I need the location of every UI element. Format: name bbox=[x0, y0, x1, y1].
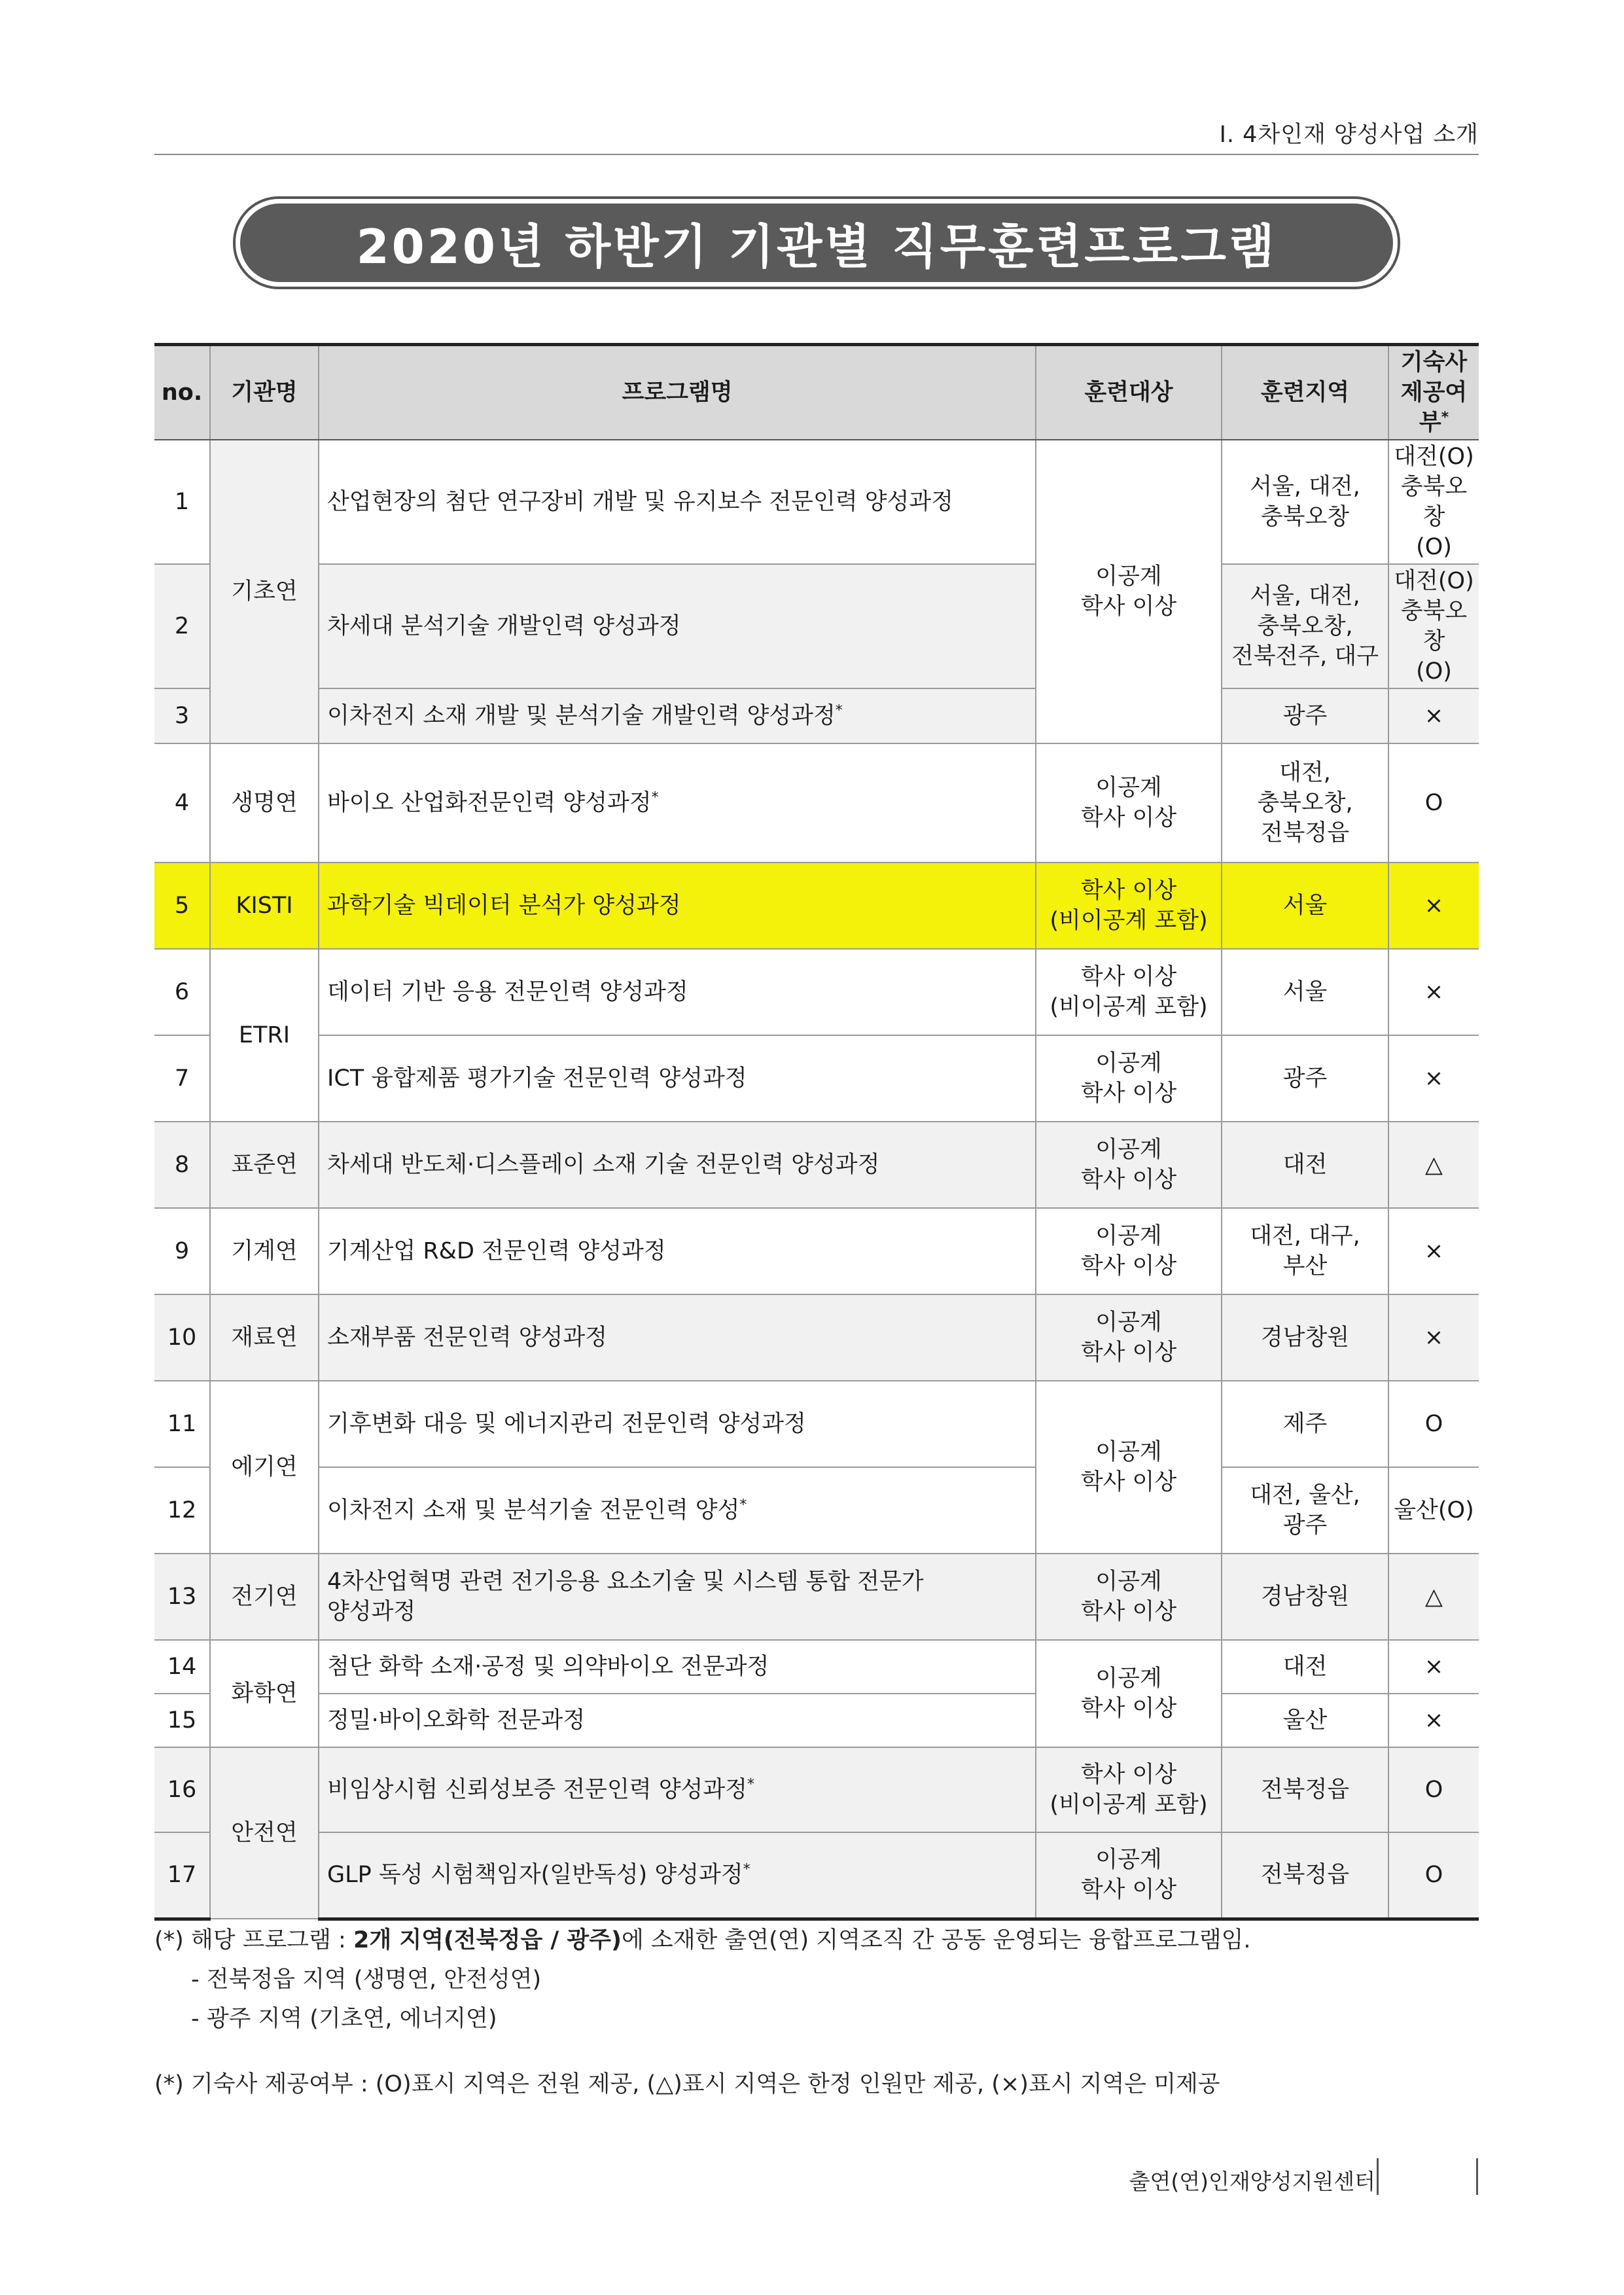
cell-region: 대전, 대구, 부산 bbox=[1222, 1208, 1388, 1294]
cell-no: 17 bbox=[154, 1832, 210, 1919]
cell-dorm: × bbox=[1388, 863, 1479, 949]
cell-region: 전북정읍 bbox=[1222, 1747, 1388, 1832]
cell-target: 이공계 학사 이상 bbox=[1036, 743, 1222, 863]
program-name: 이차전지 소재 개발 및 분석기술 개발인력 양성과정 bbox=[327, 703, 836, 729]
cell-target: 이공계 학사 이상 bbox=[1036, 1554, 1222, 1640]
cell-region: 서울 bbox=[1222, 863, 1388, 949]
cell-no: 8 bbox=[154, 1122, 210, 1208]
cell-target: 학사 이상 (비이공계 포함) bbox=[1036, 1747, 1222, 1832]
program-name: 소재부품 전문인력 양성과정 bbox=[327, 1325, 607, 1351]
program-name: GLP 독성 시험책임자(일반독성) 양성과정 bbox=[327, 1862, 743, 1889]
cell-target: 이공계 학사 이상 bbox=[1036, 1294, 1222, 1381]
cell-no: 1 bbox=[154, 440, 210, 564]
cell-program bbox=[319, 1467, 1036, 1554]
footer-divider bbox=[1377, 2158, 1379, 2195]
cell-program bbox=[319, 743, 1036, 863]
header-org: 기관명 bbox=[210, 345, 319, 440]
table-row bbox=[154, 1208, 1479, 1294]
program-name: 비임상시험 신뢰성보증 전문인력 양성과정 bbox=[327, 1777, 747, 1803]
cell-dorm: 울산(O) bbox=[1388, 1467, 1479, 1554]
cell-region: 전북정읍 bbox=[1222, 1832, 1388, 1919]
cell-org: 기초연 bbox=[210, 440, 319, 743]
table-row bbox=[154, 949, 1479, 1035]
cell-region: 경남창원 bbox=[1222, 1554, 1388, 1640]
cell-region: 대전, 울산, 광주 bbox=[1222, 1467, 1388, 1554]
table-row bbox=[154, 1467, 1479, 1554]
cell-target: 이공계 학사 이상 bbox=[1036, 1122, 1222, 1208]
cell-no: 13 bbox=[154, 1554, 210, 1640]
program-name: 4차산업혁명 관련 전기응용 요소기술 및 시스템 통합 전문가 양성과정 bbox=[327, 1569, 924, 1625]
cell-program bbox=[319, 1832, 1036, 1919]
cell-program bbox=[319, 1122, 1036, 1208]
footer-divider bbox=[1476, 2158, 1478, 2195]
table-row-highlighted bbox=[154, 863, 1479, 949]
program-name: 기계산업 R&D 전문인력 양성과정 bbox=[327, 1238, 666, 1264]
cell-no: 12 bbox=[154, 1467, 210, 1554]
table-header-row bbox=[154, 345, 1479, 440]
cell-no: 10 bbox=[154, 1294, 210, 1381]
cell-dorm: × bbox=[1388, 949, 1479, 1035]
program-name: 차세대 분석기술 개발인력 양성과정 bbox=[327, 613, 681, 639]
program-name: 첨단 화학 소재·공정 및 의약바이오 전문과정 bbox=[327, 1654, 769, 1680]
footnote-sub-gwangju: - 광주 지역 (기초연, 에너지연) bbox=[191, 2006, 497, 2032]
table-row bbox=[154, 1832, 1479, 1919]
cell-org: 안전연 bbox=[210, 1747, 319, 1919]
cell-program bbox=[319, 1294, 1036, 1381]
cell-dorm: × bbox=[1388, 1694, 1479, 1747]
cell-program bbox=[319, 440, 1036, 564]
cell-dorm: O bbox=[1388, 1747, 1479, 1832]
program-name: ICT 융합제품 평가기술 전문인력 양성과정 bbox=[327, 1065, 747, 1092]
cell-no: 16 bbox=[154, 1747, 210, 1832]
cell-no: 3 bbox=[154, 688, 210, 743]
cell-region: 대전, 충북오창, 전북정읍 bbox=[1222, 743, 1388, 863]
header-target: 훈련대상 bbox=[1036, 345, 1222, 440]
footnote-program bbox=[154, 1921, 1251, 1960]
cell-region: 광주 bbox=[1222, 688, 1388, 743]
table-row bbox=[154, 1035, 1479, 1122]
cell-no: 14 bbox=[154, 1640, 210, 1694]
cell-region: 울산 bbox=[1222, 1694, 1388, 1747]
cell-target: 이공계 학사 이상 bbox=[1036, 440, 1222, 743]
cell-target: 학사 이상 (비이공계 포함) bbox=[1036, 863, 1222, 949]
cell-dorm: × bbox=[1388, 1035, 1479, 1122]
cell-region: 대전 bbox=[1222, 1640, 1388, 1694]
cell-dorm: × bbox=[1388, 1640, 1479, 1694]
footer-org: 출연(연)인재양성지원센터 bbox=[1129, 2169, 1375, 2194]
cell-dorm: × bbox=[1388, 1294, 1479, 1381]
cell-org: ETRI bbox=[210, 949, 319, 1122]
cell-dorm: △ bbox=[1388, 1554, 1479, 1640]
section-label: Ⅰ. 4차인재 양성사업 소개 bbox=[1219, 122, 1479, 148]
title-banner-inner bbox=[240, 204, 1393, 282]
table-row bbox=[154, 564, 1479, 688]
cell-org: 생명연 bbox=[210, 743, 319, 863]
program-name: 정밀·바이오화학 전문과정 bbox=[327, 1707, 586, 1734]
table-row bbox=[154, 743, 1479, 863]
cell-program bbox=[319, 1747, 1036, 1832]
table-row bbox=[154, 688, 1479, 743]
page-title: 2020년 하반기 기관별 직무훈련프로그램 bbox=[356, 219, 1277, 274]
header-dorm bbox=[1388, 345, 1479, 440]
program-name: 이차전지 소재 및 분석기술 전문인력 양성 bbox=[327, 1497, 740, 1523]
program-mark: * bbox=[835, 702, 843, 719]
program-name: 과학기술 빅데이터 분석가 양성과정 bbox=[327, 893, 681, 919]
cell-no: 5 bbox=[154, 863, 210, 949]
footnotes bbox=[154, 1921, 1251, 2104]
table-row bbox=[154, 440, 1479, 564]
cell-dorm: 대전(O) 충북오창 (O) bbox=[1388, 440, 1479, 564]
footnote-program-tail: 에 소재한 출연(연) 지역조직 간 공동 운영되는 융합프로그램임. bbox=[621, 1927, 1251, 1953]
footnote-sub-jeongeup: - 전북정읍 지역 (생명연, 안전성연) bbox=[191, 1966, 542, 1993]
cell-no: 11 bbox=[154, 1381, 210, 1467]
header-program: 프로그램명 bbox=[319, 345, 1036, 440]
cell-target: 이공계 학사 이상 bbox=[1036, 1208, 1222, 1294]
cell-program bbox=[319, 863, 1036, 949]
cell-region: 경남창원 bbox=[1222, 1294, 1388, 1381]
cell-dorm: O bbox=[1388, 1832, 1479, 1919]
cell-no: 6 bbox=[154, 949, 210, 1035]
cell-region: 제주 bbox=[1222, 1381, 1388, 1467]
cell-org: 표준연 bbox=[210, 1122, 319, 1208]
table-row bbox=[154, 1122, 1479, 1208]
program-mark: * bbox=[747, 1776, 754, 1793]
cell-org: 화학연 bbox=[210, 1640, 319, 1747]
program-name: 바이오 산업화전문인력 양성과정 bbox=[327, 790, 652, 816]
cell-region: 서울, 대전, 충북오창, 전북전주, 대구 bbox=[1222, 564, 1388, 688]
footnote-program-lead: (*) 해당 프로그램 : bbox=[154, 1927, 353, 1953]
cell-region: 대전 bbox=[1222, 1122, 1388, 1208]
cell-dorm: × bbox=[1388, 1208, 1479, 1294]
cell-target: 이공계 학사 이상 bbox=[1036, 1640, 1222, 1747]
cell-program bbox=[319, 688, 1036, 743]
cell-no: 9 bbox=[154, 1208, 210, 1294]
cell-no: 2 bbox=[154, 564, 210, 688]
cell-region: 광주 bbox=[1222, 1035, 1388, 1122]
title-banner bbox=[233, 196, 1400, 289]
header-rule bbox=[154, 154, 1479, 155]
cell-no: 15 bbox=[154, 1694, 210, 1747]
table-row bbox=[154, 1381, 1479, 1467]
cell-region: 서울 bbox=[1222, 949, 1388, 1035]
cell-program bbox=[319, 949, 1036, 1035]
program-name: 산업현장의 첨단 연구장비 개발 및 유지보수 전문인력 양성과정 bbox=[327, 489, 953, 515]
cell-dorm: O bbox=[1388, 743, 1479, 863]
table-row bbox=[154, 1747, 1479, 1832]
cell-dorm: △ bbox=[1388, 1122, 1479, 1208]
cell-program bbox=[319, 1035, 1036, 1122]
table-row bbox=[154, 1554, 1479, 1640]
table-row bbox=[154, 1294, 1479, 1381]
footnote-dorm: (*) 기숙사 제공여부 : (O)표시 지역은 전원 제공, (△)표시 지역은 한정 인원만 제공, (×)표시 지역은 미제공 bbox=[154, 2071, 1220, 2097]
header-dorm-label: 기숙사 제공여부 bbox=[1400, 349, 1468, 436]
cell-program bbox=[319, 1208, 1036, 1294]
cell-dorm: O bbox=[1388, 1381, 1479, 1467]
program-name: 기후변화 대응 및 에너지관리 전문인력 양성과정 bbox=[327, 1411, 806, 1437]
cell-dorm: × bbox=[1388, 688, 1479, 743]
program-table bbox=[154, 343, 1479, 1921]
cell-no: 7 bbox=[154, 1035, 210, 1122]
table-row bbox=[154, 1694, 1479, 1747]
cell-target: 이공계 학사 이상 bbox=[1036, 1035, 1222, 1122]
cell-org: 에기연 bbox=[210, 1381, 319, 1554]
table-row bbox=[154, 1640, 1479, 1694]
cell-target: 학사 이상 (비이공계 포함) bbox=[1036, 949, 1222, 1035]
footnote-program-regions: 2개 지역(전북정읍 / 광주) bbox=[353, 1927, 622, 1953]
cell-program bbox=[319, 1381, 1036, 1467]
cell-org: KISTI bbox=[210, 863, 319, 949]
cell-org: 재료연 bbox=[210, 1294, 319, 1381]
cell-program bbox=[319, 1554, 1036, 1640]
cell-region: 서울, 대전, 충북오창 bbox=[1222, 440, 1388, 564]
program-name: 차세대 반도체·디스플레이 소재 기술 전문인력 양성과정 bbox=[327, 1152, 880, 1178]
cell-dorm: 대전(O) 충북오창 (O) bbox=[1388, 564, 1479, 688]
cell-org: 전기연 bbox=[210, 1554, 319, 1640]
cell-target: 이공계 학사 이상 bbox=[1036, 1381, 1222, 1554]
header-no: no. bbox=[154, 345, 210, 440]
program-mark: * bbox=[739, 1497, 747, 1514]
cell-program bbox=[319, 1640, 1036, 1694]
cell-program bbox=[319, 1694, 1036, 1747]
program-name: 데이터 기반 응용 전문인력 양성과정 bbox=[327, 979, 688, 1005]
cell-no: 4 bbox=[154, 743, 210, 863]
cell-org: 기계연 bbox=[210, 1208, 319, 1294]
program-mark: * bbox=[743, 1861, 750, 1878]
cell-target: 이공계 학사 이상 bbox=[1036, 1832, 1222, 1919]
header-dorm-mark: * bbox=[1441, 409, 1449, 426]
header-region: 훈련지역 bbox=[1222, 345, 1388, 440]
footnote-gap bbox=[154, 2038, 1251, 2065]
program-mark: * bbox=[651, 789, 659, 806]
cell-program bbox=[319, 564, 1036, 688]
